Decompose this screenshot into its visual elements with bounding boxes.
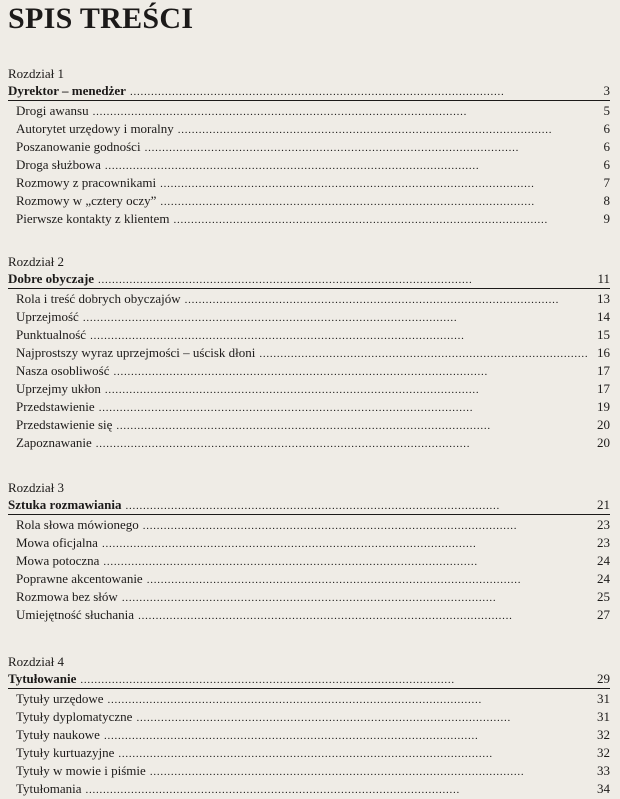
entry-title: Tytuły dyplomatyczne [16, 709, 133, 724]
dot-leader [130, 83, 588, 101]
toc-entry[interactable] [8, 690, 610, 708]
entry-page: 29 [597, 671, 610, 686]
entry-page: 6 [603, 157, 610, 172]
toc-entry[interactable] [8, 534, 610, 552]
page-title: SPIS TREŚCI [8, 2, 194, 35]
toc-entry[interactable] [8, 380, 610, 398]
toc-entry[interactable] [8, 362, 610, 380]
entry-title: Tytuły w mowie i piśmie [16, 763, 146, 778]
entry-page: 13 [597, 291, 610, 306]
toc-entry[interactable] [8, 398, 610, 416]
chapter-3 [8, 480, 610, 624]
toc-entry[interactable] [8, 210, 610, 228]
entry-title: Tytuły naukowe [16, 727, 100, 742]
entry-page: 3 [603, 83, 610, 98]
entry-title: Droga służbowa [16, 157, 101, 172]
entry-title: Drogi awansu [16, 103, 89, 118]
dot-leader [80, 671, 588, 689]
toc-entry[interactable] [8, 192, 610, 210]
entry-page: 23 [597, 535, 610, 550]
entry-title: Dobre obyczaje [8, 271, 95, 286]
entry-page: 17 [597, 381, 610, 396]
dot-leader [136, 709, 588, 727]
toc-entry-main[interactable] [8, 82, 610, 100]
toc-entry[interactable] [8, 416, 610, 434]
entry-page: 34 [597, 781, 610, 796]
dot-leader [138, 607, 588, 625]
chapter-4 [8, 654, 610, 798]
entry-page: 24 [597, 553, 610, 568]
chapter-2 [8, 254, 610, 452]
dot-leader [122, 589, 588, 607]
dot-leader [99, 399, 588, 417]
entry-page: 24 [597, 571, 610, 586]
dot-leader [108, 691, 588, 709]
dot-leader [114, 363, 588, 381]
dot-leader [143, 517, 588, 535]
entry-title: Tytuły urzędowe [16, 691, 104, 706]
dot-leader [98, 271, 588, 289]
chapter-label: Rozdział 3 [8, 480, 64, 495]
dot-leader [93, 103, 588, 121]
entry-page: 9 [603, 211, 610, 226]
entry-title: Tytułomania [16, 781, 82, 796]
dot-leader [90, 327, 588, 345]
toc-entry[interactable] [8, 588, 610, 606]
entry-page: 27 [597, 607, 610, 622]
entry-title: Rozmowy z pracownikami [16, 175, 157, 190]
toc-entry[interactable] [8, 570, 610, 588]
dot-leader [126, 497, 588, 515]
entry-page: 31 [597, 709, 610, 724]
toc-entry[interactable] [8, 308, 610, 326]
dot-leader [150, 763, 588, 781]
toc-entry[interactable] [8, 344, 610, 362]
dot-leader [103, 553, 588, 571]
chapter-label: Rozdział 2 [8, 254, 64, 269]
entry-title: Przedstawienie [16, 399, 95, 414]
entry-page: 25 [597, 589, 610, 604]
entry-title: Pierwsze kontakty z klientem [16, 211, 170, 226]
entry-page: 5 [603, 103, 610, 118]
entry-page: 6 [603, 121, 610, 136]
entry-page: 8 [603, 193, 610, 208]
entry-title: Poszanowanie godności [16, 139, 141, 154]
chapter-1 [8, 66, 610, 228]
dot-leader [102, 535, 588, 553]
dot-leader [160, 193, 588, 211]
entry-page: 31 [597, 691, 610, 706]
toc-entry-main[interactable] [8, 670, 610, 688]
entry-title: Umiejętność słuchania [16, 607, 135, 622]
dot-leader [105, 381, 588, 399]
entry-title: Przedstawienie się [16, 417, 113, 432]
dot-leader [160, 175, 588, 193]
entry-page: 11 [597, 271, 610, 286]
toc-entry[interactable] [8, 552, 610, 570]
dot-leader [147, 571, 588, 589]
toc-entry[interactable] [8, 138, 610, 156]
entry-title: Punktualność [16, 327, 87, 342]
toc-entry-main[interactable] [8, 496, 610, 514]
toc-entry[interactable] [8, 102, 610, 120]
entry-page: 32 [597, 745, 610, 760]
entry-title: Uprzejmy ukłon [16, 381, 101, 396]
entry-page: 17 [597, 363, 610, 378]
toc-entry[interactable] [8, 516, 610, 534]
entry-page: 20 [597, 417, 610, 432]
dot-leader [83, 309, 588, 327]
toc-entry[interactable] [8, 290, 610, 308]
entry-page: 20 [597, 435, 610, 450]
dot-leader [116, 417, 588, 435]
toc-entry[interactable] [8, 762, 610, 780]
dot-leader [173, 211, 588, 229]
dot-leader [96, 435, 588, 453]
toc-entry[interactable] [8, 780, 610, 798]
dot-leader [259, 345, 588, 363]
dot-leader [86, 781, 588, 799]
entry-page: 7 [603, 175, 610, 190]
entry-title: Sztuka rozmawiania [8, 497, 122, 512]
entry-title: Nasza osobliwość [16, 363, 110, 378]
entry-title: Mowa oficjalna [16, 535, 98, 550]
entry-title: Rola i treść dobrych obyczajów [16, 291, 181, 306]
dot-leader [145, 139, 588, 157]
entry-title: Autorytet urzędowy i moralny [16, 121, 174, 136]
dot-leader [105, 157, 588, 175]
entry-title: Dyrektor – menedżer [8, 83, 126, 98]
entry-page: 23 [597, 517, 610, 532]
entry-title: Rozmowa bez słów [16, 589, 118, 604]
dot-leader [178, 121, 588, 139]
entry-title: Rozmowy w „cztery oczy” [16, 193, 157, 208]
entry-page: 33 [597, 763, 610, 778]
toc-entry[interactable] [8, 708, 610, 726]
entry-title: Mowa potoczna [16, 553, 100, 568]
toc-entry[interactable] [8, 744, 610, 762]
dot-leader [104, 727, 588, 745]
toc-entry[interactable] [8, 434, 610, 452]
entry-title: Tytułowanie [8, 671, 77, 686]
dot-leader [185, 291, 588, 309]
toc-entry[interactable] [8, 120, 610, 138]
toc-entry-main[interactable] [8, 270, 610, 288]
toc-entry[interactable] [8, 726, 610, 744]
entry-page: 32 [597, 727, 610, 742]
chapter-label: Rozdział 4 [8, 654, 64, 669]
entry-page: 14 [597, 309, 610, 324]
entry-page: 19 [597, 399, 610, 414]
entry-page: 21 [597, 497, 610, 512]
dot-leader [118, 745, 588, 763]
entry-page: 6 [603, 139, 610, 154]
entry-title: Najprostszy wyraz uprzejmości – uścisk dłoni [16, 345, 256, 360]
toc-entry[interactable] [8, 174, 610, 192]
entry-page: 16 [597, 345, 610, 360]
entry-title: Uprzejmość [16, 309, 79, 324]
toc-entry[interactable] [8, 156, 610, 174]
entry-title: Poprawne akcentowanie [16, 571, 143, 586]
entry-page: 15 [597, 327, 610, 342]
entry-title: Tytuły kurtuazyjne [16, 745, 115, 760]
toc-entry[interactable] [8, 326, 610, 344]
entry-title: Zapoznawanie [16, 435, 92, 450]
chapter-label: Rozdział 1 [8, 66, 64, 81]
entry-title: Rola słowa mówionego [16, 517, 139, 532]
toc-entry[interactable] [8, 606, 610, 624]
